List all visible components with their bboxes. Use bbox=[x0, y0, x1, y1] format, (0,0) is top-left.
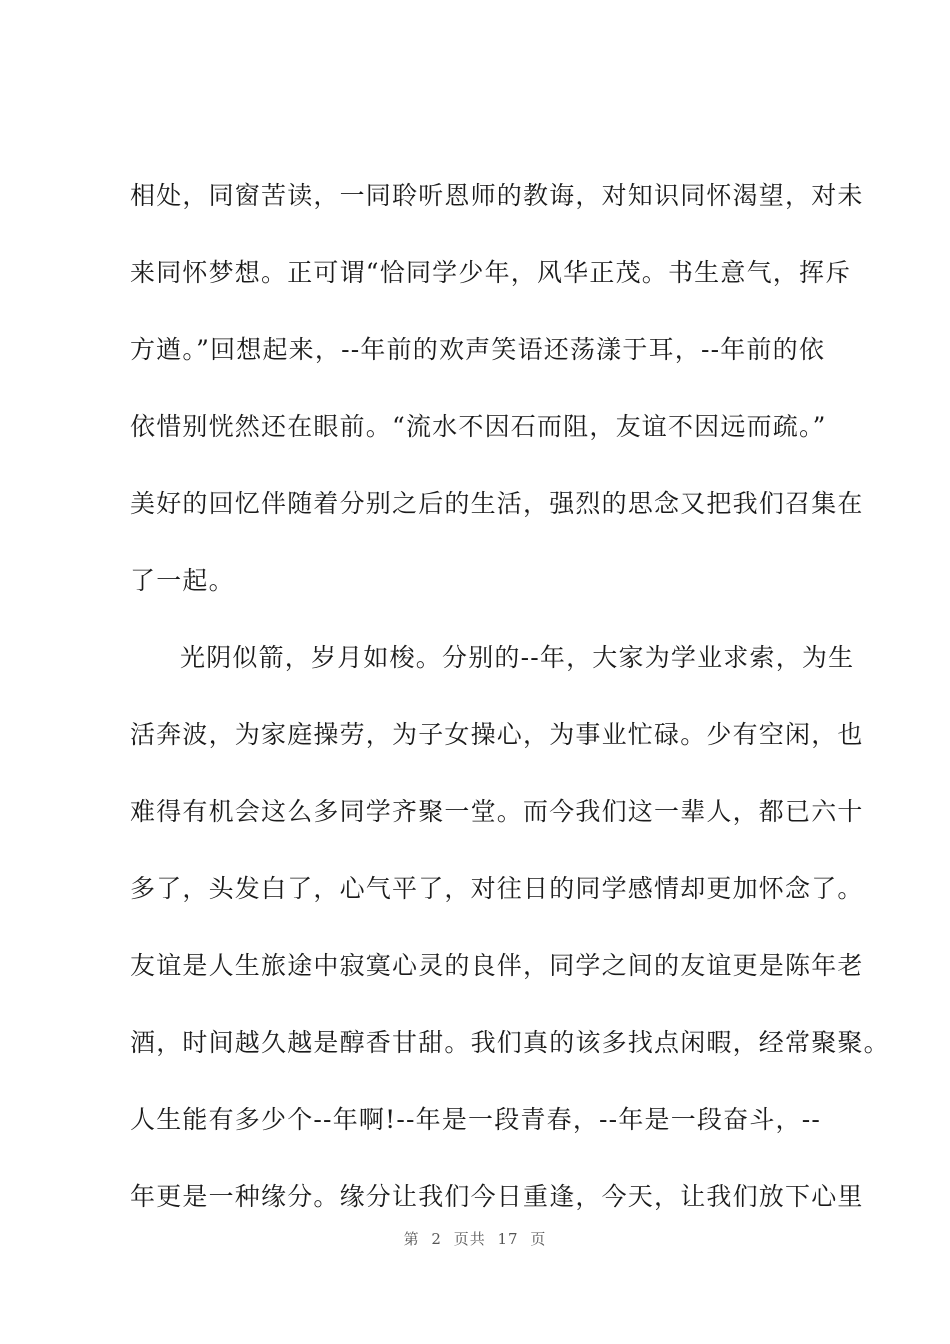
text-line-9: 难得有机会这么多同学齐聚一堂。而今我们这一辈人，都已六十 bbox=[130, 797, 864, 826]
text-line-2: 来同怀梦想。正可谓“恰同学少年，风华正茂。书生意气，挥斥 bbox=[130, 258, 852, 287]
page-number-label: 第 2 页共 17 页 bbox=[403, 1230, 547, 1248]
text-line-4: 依惜别恍然还在眼前。“流水不因石而阻，友谊不因远而疏。” bbox=[130, 412, 827, 441]
text-line-1: 相处，同窗苦读，一同聆听恩师的教诲，对知识同怀渴望，对未 bbox=[130, 181, 864, 210]
text-line-12: 酒，时间越久越是醇香甘甜。我们真的该多找点闲暇，经常聚聚。 bbox=[130, 1028, 890, 1057]
document-body bbox=[130, 170, 890, 1248]
paragraph-start-line: 光阴似箭，岁月如梭。分别的--年，大家为学业求索，为生 bbox=[180, 643, 855, 672]
text-line-14: 年更是一种缘分。缘分让我们今日重逢，今天，让我们放下心里 bbox=[130, 1182, 864, 1211]
text-line-10: 多了，头发白了，心气平了，对往日的同学感情却更加怀念了。 bbox=[130, 874, 864, 903]
text-line-3: 方遒。”回想起来，--年前的欢声笑语还荡漾于耳，--年前的依 bbox=[130, 335, 826, 364]
page-footer bbox=[0, 1228, 950, 1249]
text-line-13: 人生能有多少个--年啊!--年是一段青春，--年是一段奋斗，-- bbox=[130, 1105, 822, 1134]
text-line-8: 活奔波，为家庭操劳，为子女操心，为事业忙碌。少有空闲，也 bbox=[130, 720, 864, 749]
text-line-11: 友谊是人生旅途中寂寞心灵的良伴，同学之间的友谊更是陈年老 bbox=[130, 951, 864, 980]
text-line-6: 了一起。 bbox=[130, 566, 235, 595]
text-line-5: 美好的回忆伴随着分别之后的生活，强烈的思念又把我们召集在 bbox=[130, 489, 864, 518]
